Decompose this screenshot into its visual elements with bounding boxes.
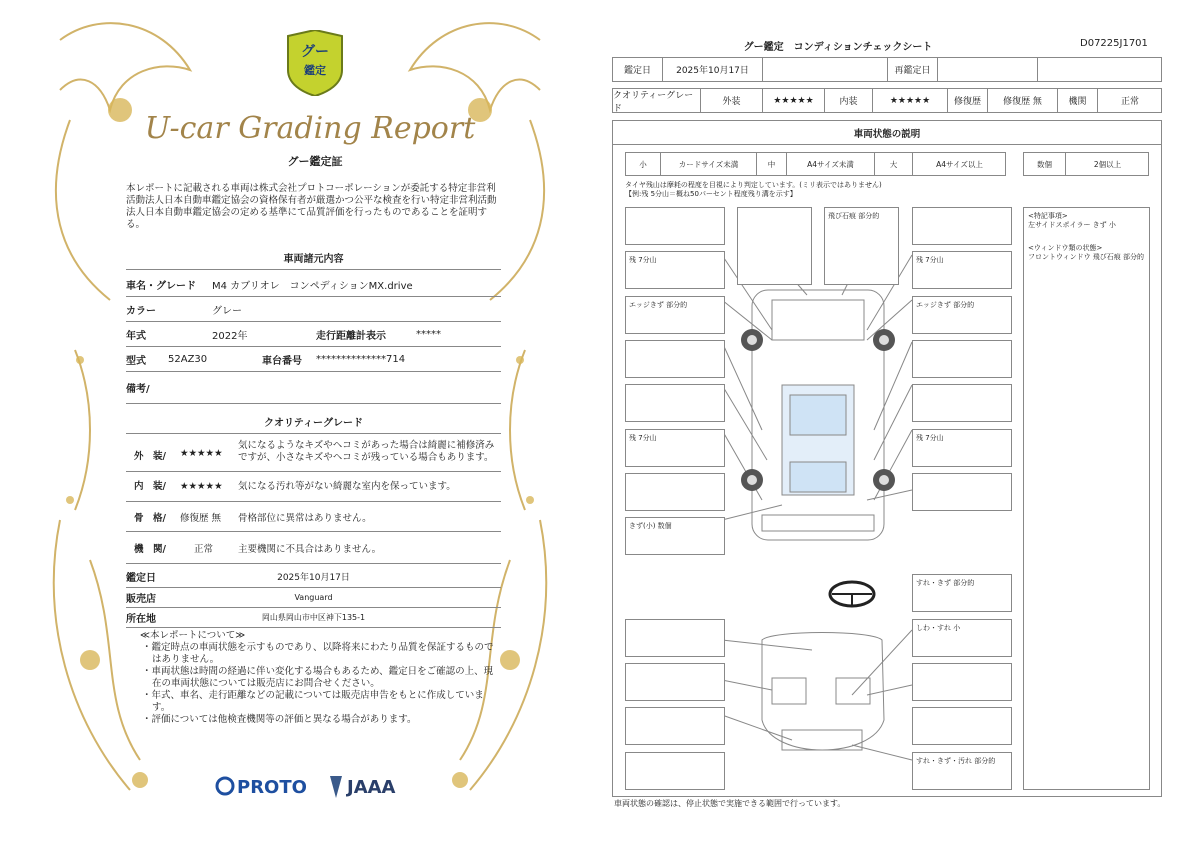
- note-box-steering: すれ・きず 部分的: [912, 574, 1012, 612]
- empty-cell: [763, 58, 888, 81]
- year-value: 2022年: [212, 330, 248, 342]
- size-small-desc: カードサイズ未満: [661, 153, 757, 175]
- note-box-right-edge: エッジきず 部分的: [912, 296, 1012, 334]
- note-box: [625, 619, 725, 657]
- window-title: <ウィンドウ類の状態>: [1028, 244, 1103, 252]
- date-value: 2025年10月17日: [277, 573, 350, 583]
- sheet-date-label: 鑑定日: [613, 58, 663, 81]
- sheet-footer: 車両状態の確認は、停止状態で実施できる範囲で行っています。: [614, 799, 846, 808]
- int-label: 内装: [825, 89, 873, 112]
- tire-example: 【例:残 5分山＝概ね50パーセント程度残り溝を示す】: [625, 190, 797, 198]
- note-box: [737, 207, 812, 285]
- size-mid: 中: [757, 153, 787, 175]
- note-box-fl-tire: 残 7分山: [625, 251, 725, 289]
- location-row: [126, 608, 501, 628]
- note-item: ・年式、車名、走行距離などの記載については販売店申告をもとに作成しています。: [142, 690, 484, 713]
- rear-bumper: [762, 515, 874, 531]
- exterior-grade-row: [126, 436, 501, 472]
- note-box: [912, 473, 1012, 511]
- date-table: [612, 57, 1162, 82]
- note-box: [912, 384, 1012, 422]
- script-title: [140, 96, 480, 156]
- window-text: フロントウィンドウ 飛び石痕 部分的: [1028, 253, 1145, 261]
- location-value: 岡山県岡山市中区神下135-1: [261, 613, 366, 622]
- note-box: [625, 384, 725, 422]
- date-label: 鑑定日: [126, 573, 156, 584]
- note-item: ・車両状態は時間の経過に伴い変化する場合もあるため、鑑定日をご確認の上、現在の車両状態については販売店にお問合せください。: [142, 666, 494, 689]
- note-box: [912, 207, 1012, 245]
- color-row: [126, 297, 501, 322]
- svg-text:U-car Grading Report: U-car Grading Report: [144, 111, 476, 146]
- note-box: [625, 752, 725, 790]
- reinspect-value: [938, 58, 1038, 81]
- grade-label: クオリティーグレード: [613, 89, 701, 112]
- size-legend: [625, 152, 1006, 176]
- grade-heading: クオリティーグレード: [264, 418, 363, 429]
- size-small: 小: [626, 153, 661, 175]
- note-box-fr-tire: 残 7分山: [912, 251, 1012, 289]
- model-value: 52AZ30: [168, 353, 208, 365]
- tire-note: タイヤ残山は摩耗の程度を目視により判定しています。(ミリ表示ではありません): [625, 181, 882, 189]
- note-item: ・鑑定時点の車両状態を示すものであり、以降将来にわたり品質を保証するものではありません。: [142, 642, 494, 665]
- ext-label: 外装: [701, 89, 763, 112]
- size-large: 大: [875, 153, 913, 175]
- year-row: [126, 322, 501, 347]
- dealer-label: 販売店: [126, 594, 156, 605]
- ext-stars: ★★★★★: [763, 89, 825, 112]
- special-notes-content: [1028, 212, 1144, 262]
- mileage-value: *****: [416, 328, 441, 340]
- interior-text: 気になる汚れ等がない綺麗な室内を保っています。: [238, 481, 456, 492]
- frame-grade-row: [126, 502, 501, 532]
- exterior-text: 気になるようなキズやヘコミがあった場合は綺麗に補修済みですが、小さなキズやヘコミが残っている場合もあります。: [238, 440, 495, 463]
- remarks-row: [126, 372, 501, 404]
- reinspect-label: 再鑑定日: [888, 58, 938, 81]
- exterior-stars: ★★★★★: [180, 448, 223, 459]
- engine-label: 機関: [1058, 89, 1098, 112]
- grade-table: [612, 88, 1162, 113]
- count-legend: [1023, 152, 1149, 176]
- mileage-label: 走行距離計表示: [316, 330, 386, 342]
- note-box-left-edge: エッジきず 部分的: [625, 296, 725, 334]
- engine-value: 正常: [194, 544, 214, 555]
- exterior-label: 外 装/: [134, 451, 166, 462]
- int-stars: ★★★★★: [873, 89, 948, 112]
- color-value: グレー: [212, 305, 242, 317]
- special-text: 左サイドスポイラー きず 小: [1028, 221, 1116, 229]
- certificate-intro: 本レポートに記載される車両は株式会社プロトコーポレーションが委託する特定非営利活動法人日本自動車鑑定協会の資格保有者が厳選かつ公平な検査を行い特定非営利活動法人日本自動車鑑定協会の定める基準にて品質評価を行ったものであることを証明する。: [126, 183, 497, 230]
- engine-text: 主要機関に不具合はありません。: [238, 544, 382, 555]
- notes-title: ≪本レポートについて≫: [140, 630, 246, 641]
- special-notes-panel: [1023, 207, 1150, 790]
- jaaa-logo: JAAA: [347, 777, 396, 798]
- company-logos: [215, 770, 415, 802]
- proto-logo: PROTO: [237, 777, 307, 798]
- windshield: [790, 395, 846, 435]
- size-mid-desc: A4サイズ未満: [787, 153, 875, 175]
- note-box-top-center: 飛び石痕 部分的: [824, 207, 899, 285]
- repair-value: 修復歴 無: [988, 89, 1058, 112]
- divider: [126, 269, 501, 270]
- repair-label: 修復歴: [948, 89, 988, 112]
- count-desc: 2個以上: [1093, 159, 1122, 169]
- note-box: [912, 340, 1012, 378]
- special-title: <特記事項>: [1028, 212, 1068, 220]
- name-label: 車名・グレード: [126, 280, 196, 292]
- size-large-desc: A4サイズ以上: [936, 159, 983, 169]
- note-box: [912, 663, 1012, 701]
- location-label: 所在地: [126, 614, 156, 625]
- color-label: カラー: [126, 305, 156, 317]
- frame-label: 骨 格/: [134, 513, 166, 524]
- name-value: M4 カブリオレ コンペディションMX.drive: [212, 280, 413, 292]
- svg-text:鑑定: 鑑定: [304, 64, 326, 77]
- report-notes: [140, 630, 500, 726]
- frame-text: 骨格部位に異常はありません。: [238, 513, 372, 524]
- svg-text:グー: グー: [301, 44, 329, 60]
- note-item: ・評価については他検査機関等の評価と異なる場合があります。: [142, 714, 417, 725]
- note-box: [625, 207, 725, 245]
- interior-grade-row: [126, 472, 501, 502]
- engine-grade-row: [126, 532, 501, 564]
- name-row: [126, 272, 501, 297]
- year-label: 年式: [126, 330, 146, 342]
- remarks-label: 備考/: [126, 384, 150, 395]
- dealer-row: [126, 588, 501, 608]
- sheet-id: D07225J1701: [1080, 38, 1148, 49]
- dealer-value: Vanguard: [294, 593, 333, 602]
- note-box: [625, 340, 725, 378]
- certificate-subtitle: グー鑑定証: [287, 155, 343, 168]
- interior-label: 内 装/: [134, 481, 166, 492]
- frame-value: 修復歴 無: [180, 513, 222, 524]
- note-box-rear-left: きず(小) 数個: [625, 517, 725, 555]
- chassis-value: **************714: [316, 353, 406, 365]
- note-box: [912, 707, 1012, 745]
- note-box-rl-tire: 残 7分山: [625, 429, 725, 467]
- engine-value: 正常: [1120, 97, 1139, 107]
- seat-right: [836, 678, 870, 704]
- note-box-rear-int: すれ・きず・汚れ 部分的: [912, 752, 1012, 790]
- desc-heading: 車両状態の説明: [613, 121, 1161, 145]
- note-box: [625, 707, 725, 745]
- rear-window: [790, 462, 846, 492]
- chassis-label: 車台番号: [262, 355, 302, 367]
- spec-heading: 車両諸元内容: [283, 254, 344, 265]
- note-box: [625, 663, 725, 701]
- count-label: 数個: [1024, 153, 1066, 175]
- model-label: 型式: [126, 355, 146, 367]
- interior-stars: ★★★★★: [180, 481, 223, 492]
- note-box-rr-tire: 残 7分山: [912, 429, 1012, 467]
- interior-outline: [762, 633, 884, 751]
- engine-label: 機 関/: [134, 544, 166, 555]
- date-row: [126, 566, 501, 588]
- model-row: [126, 347, 501, 372]
- goo-appraisal-badge: [284, 30, 346, 96]
- divider: [126, 433, 501, 434]
- sheet-title: グー鑑定 コンディションチェックシート: [743, 42, 933, 53]
- sheet-date-value: 2025年10月17日: [663, 58, 763, 81]
- hood: [772, 300, 864, 340]
- seat-left: [772, 678, 806, 704]
- note-box-seat: しわ・すれ 小: [912, 619, 1012, 657]
- note-box: [625, 473, 725, 511]
